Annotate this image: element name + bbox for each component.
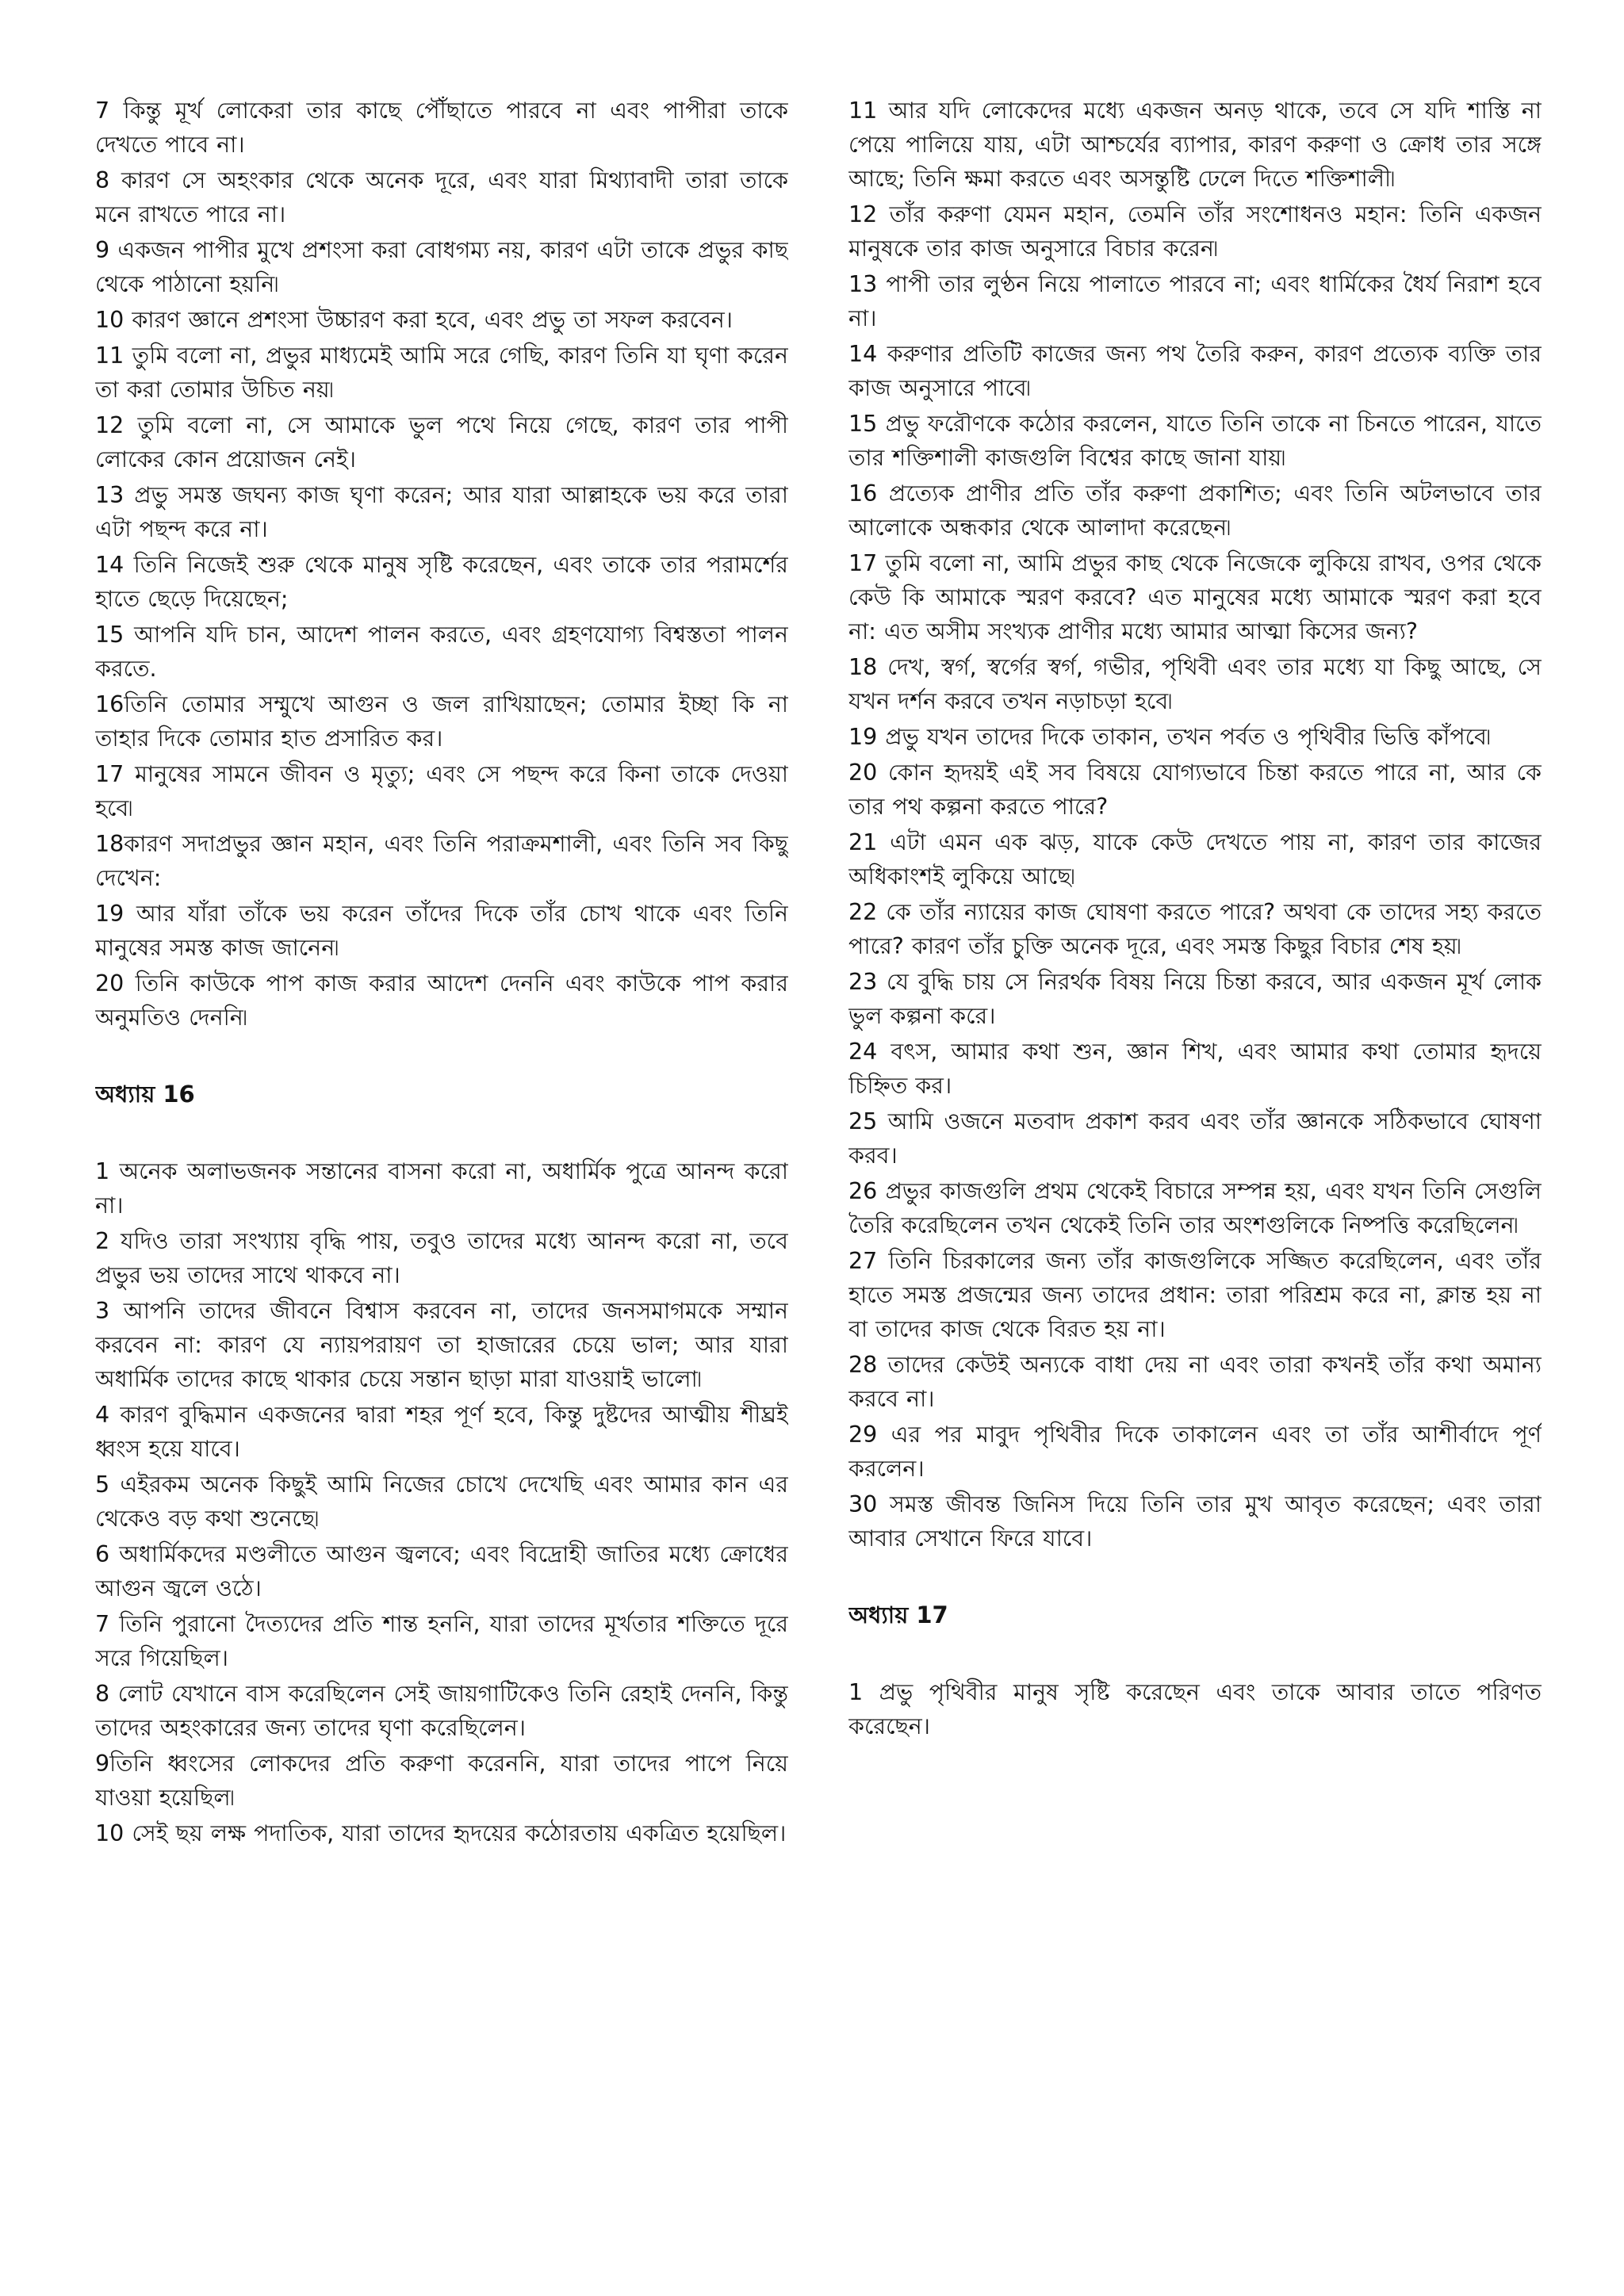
left-column (95, 94, 788, 2266)
verse: 7 তিনি পুরানো দৈত্যদের প্রতি শান্ত হননি, যারা তাদের মূর্খতার শক্তিতে দূরে সরে গিয়েছিল। (95, 1611, 788, 1671)
verse: 11 আর যদি লোকেদের মধ্যে একজন অনড় থাকে, তবে সে যদি শাস্তি না পেয়ে পালিয়ে যায়, এটা আশ্চর্যের ব্যাপার, কারণ করুণা ও ক্রোধ তার সঙ্গে আছে; তিনি ক্ষমা করতে এবং অসন্তুষ্টি ঢেলে দিতে শক্তিশালী৷ (848, 98, 1542, 192)
verse: 10 সেই ছয় লক্ষ পদাতিক, যারা তাদের হৃদয়ের কঠোরতায় একত্রিত হয়েছিল। (95, 1820, 787, 1846)
verse: 1 অনেক অলাভজনক সন্তানের বাসনা করো না, অধার্মিক পুত্রে আনন্দ করো না। (95, 1158, 788, 1219)
right-column (848, 94, 1542, 2266)
verse: 17 তুমি বলো না, আমি প্রভুর কাছ থেকে নিজেকে লুকিয়ে রাখব, ওপর থেকে কেউ কি আমাকে স্মরণ করবে? এত মানুষের মধ্যে আমাকে স্মরণ করা হবে না: এত অসীম সংখ্যক প্রাণীর মধ্যে আমার আত্মা কিসের জন্য? (848, 550, 1542, 645)
verse: 15 প্রভু ফরৌণকে কঠোর করলেন, যাতে তিনি তাকে না চিনতে পারেন, যাতে তার শক্তিশালী কাজগুলি বিশ্বের কাছে জানা যায়৷ (848, 411, 1542, 471)
verse: 12 তুমি বলো না, সে আমাকে ভুল পথে নিয়ে গেছে, কারণ তার পাপী লোকের কোন প্রয়োজন নেই। (95, 412, 788, 473)
verse: 16 প্রত্যেক প্রাণীর প্রতি তাঁর করুণা প্রকাশিত; এবং তিনি অটলভাবে তার আলোকে অন্ধকার থেকে আলাদা করেছেন৷ (848, 480, 1542, 541)
verse: 23 যে বুদ্ধি চায় সে নিরর্থক বিষয় নিয়ে চিন্তা করবে, আর একজন মূর্খ লোক ভুল কল্পনা করে। (848, 969, 1542, 1029)
verse: 3 আপনি তাদের জীবনে বিশ্বাস করবেন না, তাদের জনসমাগমকে সম্মান করবেন না: কারণ যে ন্যায়পরায়ণ তা হাজারের চেয়ে ভাল; আর যারা অধার্মিক তাদের কাছে থাকার চেয়ে সন্তান ছাড়া মারা যাওয়াই ভালো৷ (95, 1298, 788, 1392)
verse: 22 কে তাঁর ন্যায়ের কাজ ঘোষণা করতে পারে? অথবা কে তাদের সহ্য করতে পারে? কারণ তাঁর চুক্তি অনেক দূরে, এবং সমস্ত কিছুর বিচার শেষ হয়৷ (848, 899, 1542, 959)
verse: 21 এটা এমন এক ঝড়, যাকে কেউ দেখতে পায় না, কারণ তার কাজের অধিকাংশই লুকিয়ে আছে৷ (848, 829, 1542, 890)
verse: 16তিনি তোমার সম্মুখে আগুন ও জল রাখিয়াছেন; তোমার ইচ্ছা কি না তাহার দিকে তোমার হাত প্রসারিত কর। (95, 691, 788, 752)
verse: 5 এইরকম অনেক কিছুই আমি নিজের চোখে দেখেছি এবং আমার কান এর থেকেও বড় কথা শুনেছে৷ (95, 1471, 788, 1532)
verse: 6 অধার্মিকদের মণ্ডলীতে আগুন জ্বলবে; এবং বিদ্রোহী জাতির মধ্যে ক্রোধের আগুন জ্বলে ওঠে। (95, 1541, 788, 1601)
verse: 19 প্রভু যখন তাদের দিকে তাকান, তখন পর্বত ও পৃথিবীর ভিত্তি কাঁপবে৷ (848, 724, 1491, 750)
verse: 10 কারণ জ্ঞানে প্রশংসা উচ্চারণ করা হবে, এবং প্রভু তা সফল করবেন। (95, 307, 733, 333)
verse-list-chapter-15-end (95, 94, 788, 1035)
verse: 26 প্রভুর কাজগুলি প্রথম থেকেই বিচারে সম্পন্ন হয়, এবং যখন তিনি সেগুলি তৈরি করেছিলেন তখন থেকেই তিনি তার অংশগুলিকে নিষ্পত্তি করেছিলেন৷ (848, 1178, 1542, 1238)
verse: 12 তাঁর করুণা যেমন মহান, তেমনি তাঁর সংশোধনও মহান: তিনি একজন মানুষকে তার কাজ অনুসারে বিচার করেন৷ (848, 201, 1542, 262)
chapter-heading-17: অধ্যায় 17 (848, 1601, 948, 1628)
verse: 29 এর পর মাবুদ পৃথিবীর দিকে তাকালেন এবং তা তাঁর আশীর্বাদে পূর্ণ করলেন। (848, 1422, 1542, 1482)
verse: 18কারণ সদাপ্রভুর জ্ঞান মহান, এবং তিনি পরাক্রমশালী, এবং তিনি সব কিছু দেখেন: (95, 831, 788, 891)
verse: 20 তিনি কাউকে পাপ কাজ করার আদেশ দেননি এবং কাউকে পাপ করার অনুমতিও দেননি৷ (95, 970, 788, 1031)
verse: 8 লোট যেখানে বাস করেছিলেন সেই জায়গাটিকেও তিনি রেহাই দেননি, কিন্তু তাদের অহংকারের জন্য তাদের ঘৃণা করেছিলেন। (95, 1681, 788, 1741)
verse: 1 প্রভু পৃথিবীর মানুষ সৃষ্টি করেছেন এবং তাকে আবার তাতে পরিণত করেছেন। (848, 1679, 1542, 1739)
verse: 14 করুণার প্রতিটি কাজের জন্য পথ তৈরি করুন, কারণ প্রত্যেক ব্যক্তি তার কাজ অনুসারে পাবে৷ (848, 341, 1542, 401)
verse: 24 বৎস, আমার কথা শুন, জ্ঞান শিখ, এবং আমার কথা তোমার হৃদয়ে চিহ্নিত কর। (848, 1039, 1542, 1099)
verse: 30 সমস্ত জীবন্ত জিনিস দিয়ে তিনি তার মুখ আবৃত করেছেন; এবং তারা আবার সেখানে ফিরে যাবে। (848, 1491, 1542, 1552)
verse: 14 তিনি নিজেই শুরু থেকে মানুষ সৃষ্টি করেছেন, এবং তাকে তার পরামর্শের হাতে ছেড়ে দিয়েছেন; (95, 552, 788, 612)
verse: 19 আর যাঁরা তাঁকে ভয় করেন তাঁদের দিকে তাঁর চোখ থাকে এবং তিনি মানুষের সমস্ত কাজ জানেন৷ (95, 901, 788, 961)
chapter-heading-16: অধ্যায় 16 (95, 1081, 195, 1108)
verse: 18 দেখ, স্বর্গ, স্বর্গের স্বর্গ, গভীর, পৃথিবী এবং তার মধ্যে যা কিছু আছে, সে যখন দর্শন করবে তখন নড়াচড়া হবে৷ (848, 654, 1542, 714)
verse: 9 একজন পাপীর মুখে প্রশংসা করা বোধগম্য নয়, কারণ এটা তাকে প্রভুর কাছ থেকে পাঠানো হয়নি৷ (95, 237, 788, 297)
verse: 15 আপনি যদি চান, আদেশ পালন করতে, এবং গ্রহণযোগ্য বিশ্বস্ততা পালন করতে. (95, 622, 788, 682)
verse: 25 আমি ওজনে মতবাদ প্রকাশ করব এবং তাঁর জ্ঞানকে সঠিকভাবে ঘোষণা করব। (848, 1108, 1542, 1169)
verse: 7 কিন্তু মূর্খ লোকেরা তার কাছে পৌঁছাতে পারবে না এবং পাপীরা তাকে দেখতে পাবে না। (95, 98, 788, 158)
verse: 9তিনি ধ্বংসের লোকদের প্রতি করুণা করেননি, যারা তাদের পাপে নিয়ে যাওয়া হয়েছিল৷ (95, 1751, 788, 1811)
verse: 28 তাদের কেউই অন্যকে বাধা দেয় না এবং তারা কখনই তাঁর কথা অমান্য করবে না। (848, 1352, 1542, 1412)
verse: 4 কারণ বুদ্ধিমান একজনের দ্বারা শহর পূর্ণ হবে, কিন্তু দুষ্টদের আত্মীয় শীঘ্রই ধ্বংস হয়ে যাবে। (95, 1402, 788, 1462)
verse-list-chapter-16 (95, 1154, 788, 1850)
verse: 2 যদিও তারা সংখ্যায় বৃদ্ধি পায়, তবুও তাদের মধ্যে আনন্দ করো না, তবে প্রভুর ভয় তাদের সাথে থাকবে না। (95, 1228, 788, 1288)
verse: 13 পাপী তার লুণ্ঠন নিয়ে পালাতে পারবে না; এবং ধার্মিকের ধৈর্য নিরাশ হবে না। (848, 271, 1542, 331)
verse: 17 মানুষের সামনে জীবন ও মৃত্যু; এবং সে পছন্দ করে কিনা তাকে দেওয়া হবে৷ (95, 761, 788, 821)
verse-list-chapter-16-cont (848, 94, 1542, 1556)
verse-list-chapter-17 (848, 1675, 1542, 1743)
verse: 11 তুমি বলো না, প্রভুর মাধ্যমেই আমি সরে গেছি, কারণ তিনি যা ঘৃণা করেন তা করা তোমার উচিত নয়৷ (95, 342, 788, 403)
verse: 27 তিনি চিরকালের জন্য তাঁর কাজগুলিকে সজ্জিত করেছিলেন, এবং তাঁর হাতে সমস্ত প্রজন্মের জন্য তাদের প্রধান: তারা পরিশ্রম করে না, ক্লান্ত হয় না বা তাদের কাজ থেকে বিরত হয় না। (848, 1248, 1542, 1342)
verse: 20 কোন হৃদয়ই এই সব বিষয়ে যোগ্যভাবে চিন্তা করতে পারে না, আর কে তার পথ কল্পনা করতে পারে? (848, 760, 1542, 820)
verse: 8 কারণ সে অহংকার থেকে অনেক দূরে, এবং যারা মিথ্যাবাদী তারা তাকে মনে রাখতে পারে না। (95, 167, 788, 228)
verse: 13 প্রভু সমস্ত জঘন্য কাজ ঘৃণা করেন; আর যারা আল্লাহকে ভয় করে তারা এটা পছন্দ করে না। (95, 482, 788, 542)
